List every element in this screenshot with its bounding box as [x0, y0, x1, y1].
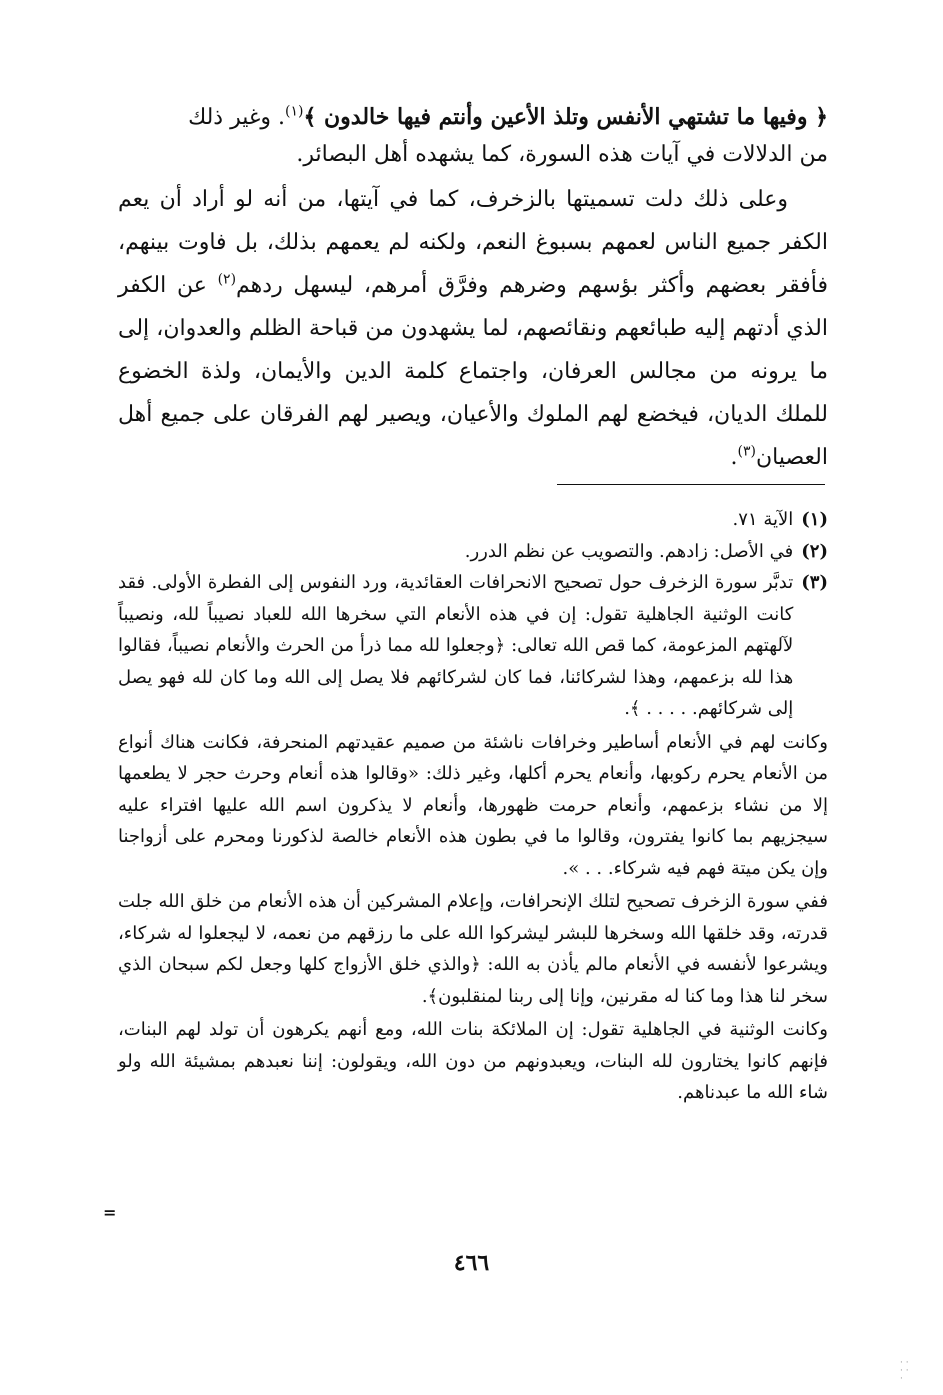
footnote-2-text: في الأصل: زادهم. والتصويب عن نظم الدرر.	[464, 540, 794, 562]
footnotes	[118, 504, 828, 1109]
footnote-3-para-4: وكانت الوثنية في الجاهلية تقول: إن الملائكة بنات الله، ومع أنهم يكرهون أن تولد لهم البنات، فإنهم كانوا يختارون لله البنات، ويعبدونهم من دون الله، ويقولون: إننا نعبدهم بمشيئة الله ولو شاء الله ما عبدناهم.	[118, 1019, 828, 1103]
para2-text-a: وعلى ذلك دلت تسميتها بالزخرف، كما في آيتها، من أنه لو أراد أن يعم الكفر جميع الناس لعمهم بسبوغ النعم، ولكنه لم يعمهم بذلك، بل فاوت بينهم، فأفقر بعضهم وأكثر بؤسهم وضرهم وفرَّق أمرهم، ليسهل ردهم	[118, 187, 828, 298]
footnote-1	[118, 504, 828, 536]
continuation-mark: =	[103, 1203, 117, 1222]
page-number: ٤٦٦	[453, 1250, 490, 1276]
footnote-3-para-3: ففي سورة الزخرف تصحيح لتلك الإنحرافات، وإعلام المشركين أن هذه الأنعام من خلق الله جلت قدرته، وقد خلقها الله وسخرها للبشر ليشركوا الله على ما رزقهم من نعمه، لا ليجعلوا له شركاء، ويشرعوا لأنفسه في الأنعام مالم يأذن به الله: ﴿والذي خلق الأزواج كلها وجعل لكم سبحان الذي سخر لنا هذا وما كنا له مقرنين، وإنا إلى ربنا لمنقلبون﴾.	[118, 891, 828, 1007]
footnote-separator	[557, 484, 825, 485]
line1-tail: . وغير ذلك	[188, 105, 285, 130]
para2-end: .	[730, 445, 738, 470]
footnote-3-body	[118, 567, 793, 725]
main-line-2: من الدلالات في آيات هذه السورة، كما يشهده أهل البصائر.	[296, 142, 828, 167]
para2-text-b: عن الكفر الذي أدتهم إليه طبائعهم ونقائصهم، لما يشهدون من قباحة الظلم والعدوان، إلى ما يرونه من مجالس العرفان، واجتماع كلمة الدين والأيمان، ولذة الخضوع للملك الديان، فيخضع لهم الملوك والأعيان، ويصير لهم الفرقان على جميع أهل العصيان	[118, 273, 828, 470]
quran-verse: ﴿ وفيها ما تشتهي الأنفس وتلذ الأعين وأنتم فيها خالدون ﴾	[303, 104, 828, 130]
footnote-3-para-2: وكانت لهم في الأنعام أساطير وخرافات ناشئة من صميم عقيدتهم المنحرفة، فكانت هناك أنواع من الأنعام يحرم ركوبها، وأنعام يحرم أكلها، وغير ذلك: «وقالوا هذه أنعام وحرث حجر لا يطعمها إلا من نشاء بزعمهم، وأنعام حرمت ظهورها، وأنعام لا يذكرون اسم الله عليها افتراء عليه سيجزيهم بما كانوا يفترون، وقالوا ما في بطون هذه الأنعام خالصة لذكورنا ومحرم على أزواجنا وإن يكن ميتة فهم فيه شركاء. . . ».	[118, 731, 828, 879]
footnote-ref-2[interactable]: (٢)	[217, 271, 237, 288]
main-text	[118, 96, 828, 479]
main-paragraph-2	[118, 178, 828, 479]
footnote-ref-3[interactable]: (٣)	[737, 443, 756, 460]
footnote-2	[118, 536, 828, 568]
footnote-3	[118, 567, 828, 725]
footnote-1-number: (١)	[801, 509, 828, 530]
footnote-3-number: (٣)	[801, 572, 828, 593]
footnote-2-number: (٢)	[801, 540, 828, 562]
footnote-3-para-1: تدبَّر سورة الزخرف حول تصحيح الانحرافات العقائدية، ورد النفوس إلى الفطرة الأولى. فقد كانت الوثنية الجاهلية تقول: إن في هذه الأنعام التي سخرها الله للعباد نصيباً لله، ونصيباً لآلهتهم المزعومة، كما قص الله تعالى: ﴿وجعلوا لله مما ذرأ من الحرث والأنعام نصيباً، فقالوا هذا لله بزعمهم، وهذا لشركائنا، فما كان لشركائهم فلا يصل إلى الله وما كان لله فهو يصل إلى شركائهم. . . . . ﴾.	[118, 572, 794, 719]
scan-speck-decoration: · · · · ·	[900, 1358, 909, 1384]
footnote-1-text: الآية ٧١.	[732, 509, 794, 530]
footnote-ref-1[interactable]: (١)	[285, 103, 304, 120]
